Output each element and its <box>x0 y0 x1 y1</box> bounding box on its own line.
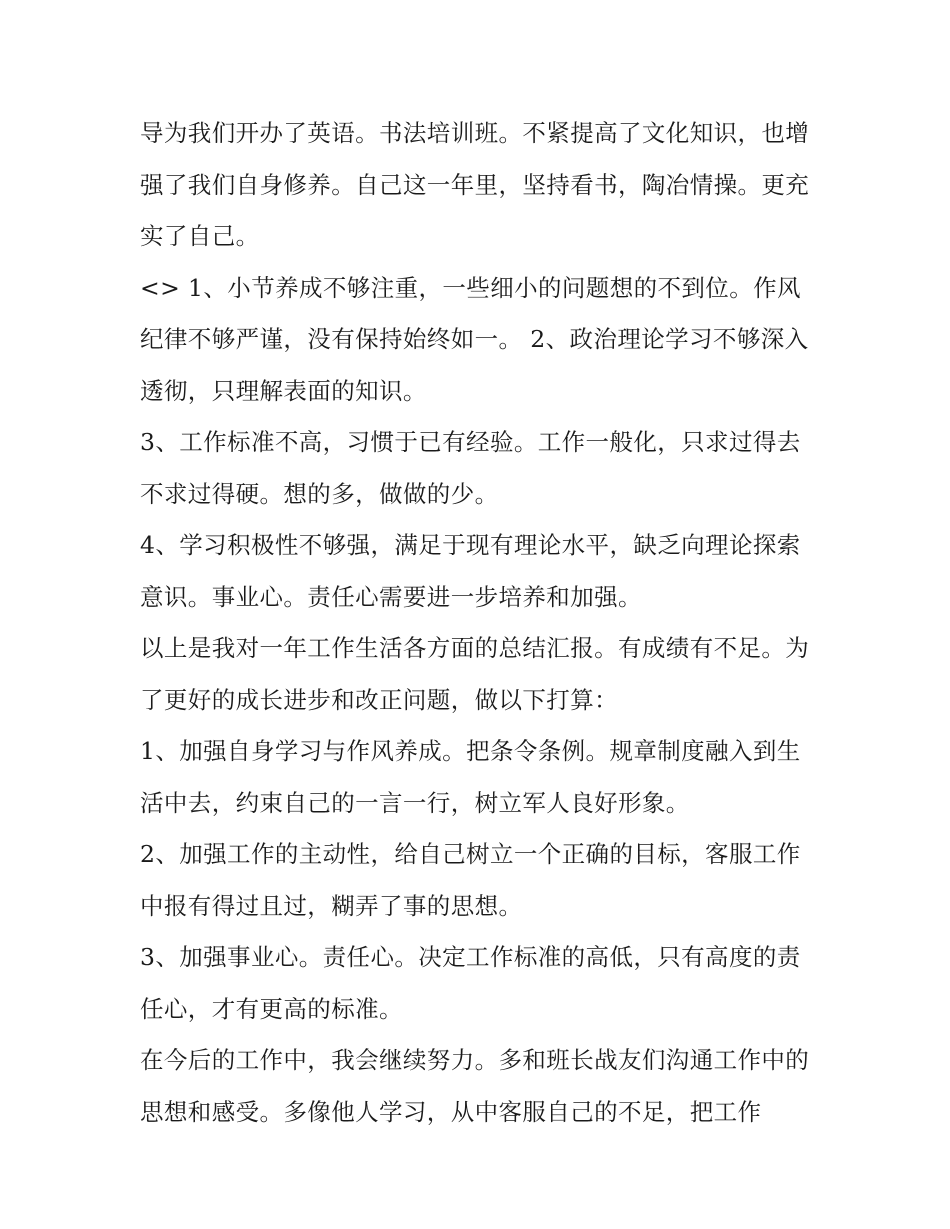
paragraph: 3、加强事业心。责任心。决定工作标准的高低，只有高度的责任心，才有更高的标准。 <box>140 943 801 1023</box>
paragraph: 1、加强自身学习与作风养成。把条令条例。规章制度融入到生活中去，约束自己的一言一行，树立军人良好形象。 <box>140 737 801 817</box>
paragraph: <> 1、小节养成不够注重，一些细小的问题想的不到位。作风纪律不够严谨，没有保持始终如一。 2、政治理论学习不够深入透彻，只理解表面的知识。 <box>140 273 809 405</box>
paragraph: 2、加强工作的主动性，给自己树立一个正确的目标，客服工作中报有得过且过，糊弄了事的思想。 <box>140 840 801 920</box>
paragraph: 3、工作标准不高，习惯于已有经验。工作一般化，只求过得去不求过得硬。想的多，做做的少。 <box>140 428 801 508</box>
paragraph: 导为我们开办了英语。书法培训班。不紧提高了文化知识，也增强了我们自身修养。自己这一年里，坚持看书，陶冶情操。更充实了自己。 <box>140 119 810 250</box>
paragraph: 在今后的工作中，我会继续努力。多和班长战友们沟通工作中的思想和感受。多像他人学习，从中客服自己的不足，把工作 <box>140 1046 810 1126</box>
paragraph: 4、学习积极性不够强，满足于现有理论水平，缺乏向理论探索意识。事业心。责任心需要进一步培养和加强。 <box>140 531 801 611</box>
document-body <box>140 108 820 1138</box>
paragraph: 以上是我对一年工作生活各方面的总结汇报。有成绩有不足。为了更好的成长进步和改正问题，做以下打算： <box>140 634 810 714</box>
